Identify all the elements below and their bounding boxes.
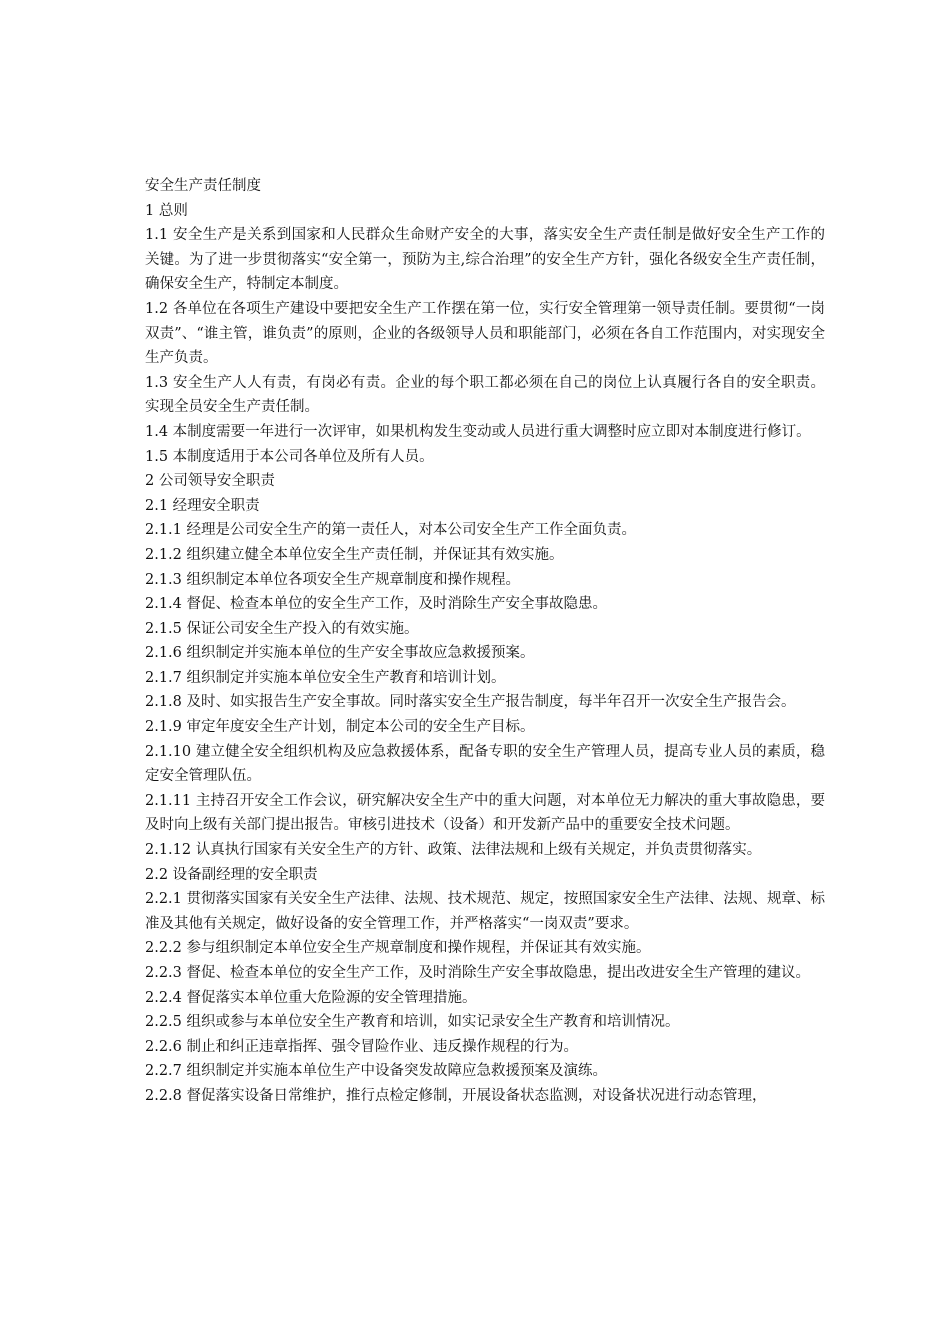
- paragraph: 2.2.1 贯彻落实国家有关安全生产法律、法规、技术规范、规定，按照国家安全生产法律、法规、规章、标准及其他有关规定，做好设备的安全管理工作，并严格落实“一岗双责”要求。: [145, 891, 825, 932]
- paragraph: 2.2.6 制止和纠正违章指挥、强令冒险作业、违反操作规程的行为。: [145, 1038, 579, 1055]
- paragraph: 2.1.3 组织制定本单位各项安全生产规章制度和操作规程。: [145, 571, 521, 588]
- paragraph: 2.1.8 及时、如实报告生产安全事故。同时落实安全生产报告制度，每半年召开一次安全生产报告会。: [145, 694, 796, 711]
- paragraph: 2.1.9 审定年度安全生产计划，制定本公司的安全生产目标。: [145, 719, 535, 736]
- paragraph: 2.1.5 保证公司安全生产投入的有效实施。: [145, 620, 419, 637]
- paragraph: 1.5 本制度适用于本公司各单位及所有人员。: [145, 448, 434, 465]
- paragraph: 1.3 安全生产人人有责，有岗必有责。企业的每个职工都必须在自己的岗位上认真履行各自的安全职责。实现全员安全生产责任制。: [145, 374, 825, 416]
- paragraph: 2.1.12 认真执行国家有关安全生产的方针、政策、法律法规和上级有关规定，并负责贯彻落实。: [145, 842, 762, 859]
- paragraph: 2.1.4 督促、检查本单位的安全生产工作，及时消除生产安全事故隐患。: [145, 596, 608, 613]
- paragraph: 1.2 各单位在各项生产建设中要把安全生产工作摆在第一位，实行安全管理第一领导责任制。要贯彻“一岗双责”、“谁主管，谁负责”的原则，企业的各级领导人员和职能部门，必须在各自工作范围内，对实现安全生产负责。: [145, 300, 825, 367]
- paragraph: 2.2.4 督促落实本单位重大危险源的安全管理措施。: [145, 989, 477, 1006]
- paragraph: 2.1.1 经理是公司安全生产的第一责任人，对本公司安全生产工作全面负责。: [145, 522, 637, 539]
- paragraph: 2.2.8 督促落实设备日常维护，推行点检定修制，开展设备状态监测，对设备状况进行动态管理，: [145, 1087, 767, 1104]
- paragraph: 2.1.6 组织制定并实施本单位的生产安全事故应急救援预案。: [145, 645, 535, 662]
- paragraph: 2.1.7 组织制定并实施本单位安全生产教育和培训计划。: [145, 669, 506, 686]
- paragraph: 2.2.3 督促、检查本单位的安全生产工作，及时消除生产安全事故隐患，提出改进安全生产管理的建议。: [145, 965, 810, 981]
- subsection-heading: 2.2 设备副经理的安全职责: [145, 866, 318, 883]
- paragraph: 2.2.7 组织制定并实施本单位生产中设备突发故障应急救援预案及演练。: [145, 1063, 608, 1080]
- paragraph: 1.1 安全生产是关系到国家和人民群众生命财产安全的大事，落实安全生产责任制是做好安全生产工作的关键。为了进一步贯彻落实“安全第一，预防为主,综合治理”的安全生产方针，强化各级安全生产责任制，确保安全生产，特制定本制度。: [145, 227, 825, 293]
- document-title: 安全生产责任制度: [145, 178, 261, 194]
- document-body: [145, 174, 825, 1109]
- section-heading: 1 总则: [145, 202, 188, 219]
- section-heading: 2 公司领导安全职责: [145, 473, 275, 490]
- paragraph: 2.1.2 组织建立健全本单位安全生产责任制，并保证其有效实施。: [145, 546, 564, 563]
- paragraph: 2.2.5 组织或参与本单位安全生产教育和培训，如实记录安全生产教育和培训情况。: [145, 1014, 680, 1031]
- subsection-heading: 2.1 经理安全职责: [145, 497, 260, 514]
- paragraph: 2.1.11 主持召开安全工作会议，研究解决安全生产中的重大问题，对本单位无力解决的重大事故隐患，要及时向上级有关部门提出报告。审核引进技术（设备）和开发新产品中的重要安全技术问题。: [145, 792, 825, 834]
- paragraph: 1.4 本制度需要一年进行一次评审，如果机构发生变动或人员进行重大调整时应立即对本制度进行修订。: [145, 423, 811, 440]
- paragraph: 2.2.2 参与组织制定本单位安全生产规章制度和操作规程，并保证其有效实施。: [145, 940, 651, 957]
- paragraph: 2.1.10 建立健全安全组织机构及应急救援体系，配备专职的安全生产管理人员，提高专业人员的素质，稳定安全管理队伍。: [145, 743, 825, 785]
